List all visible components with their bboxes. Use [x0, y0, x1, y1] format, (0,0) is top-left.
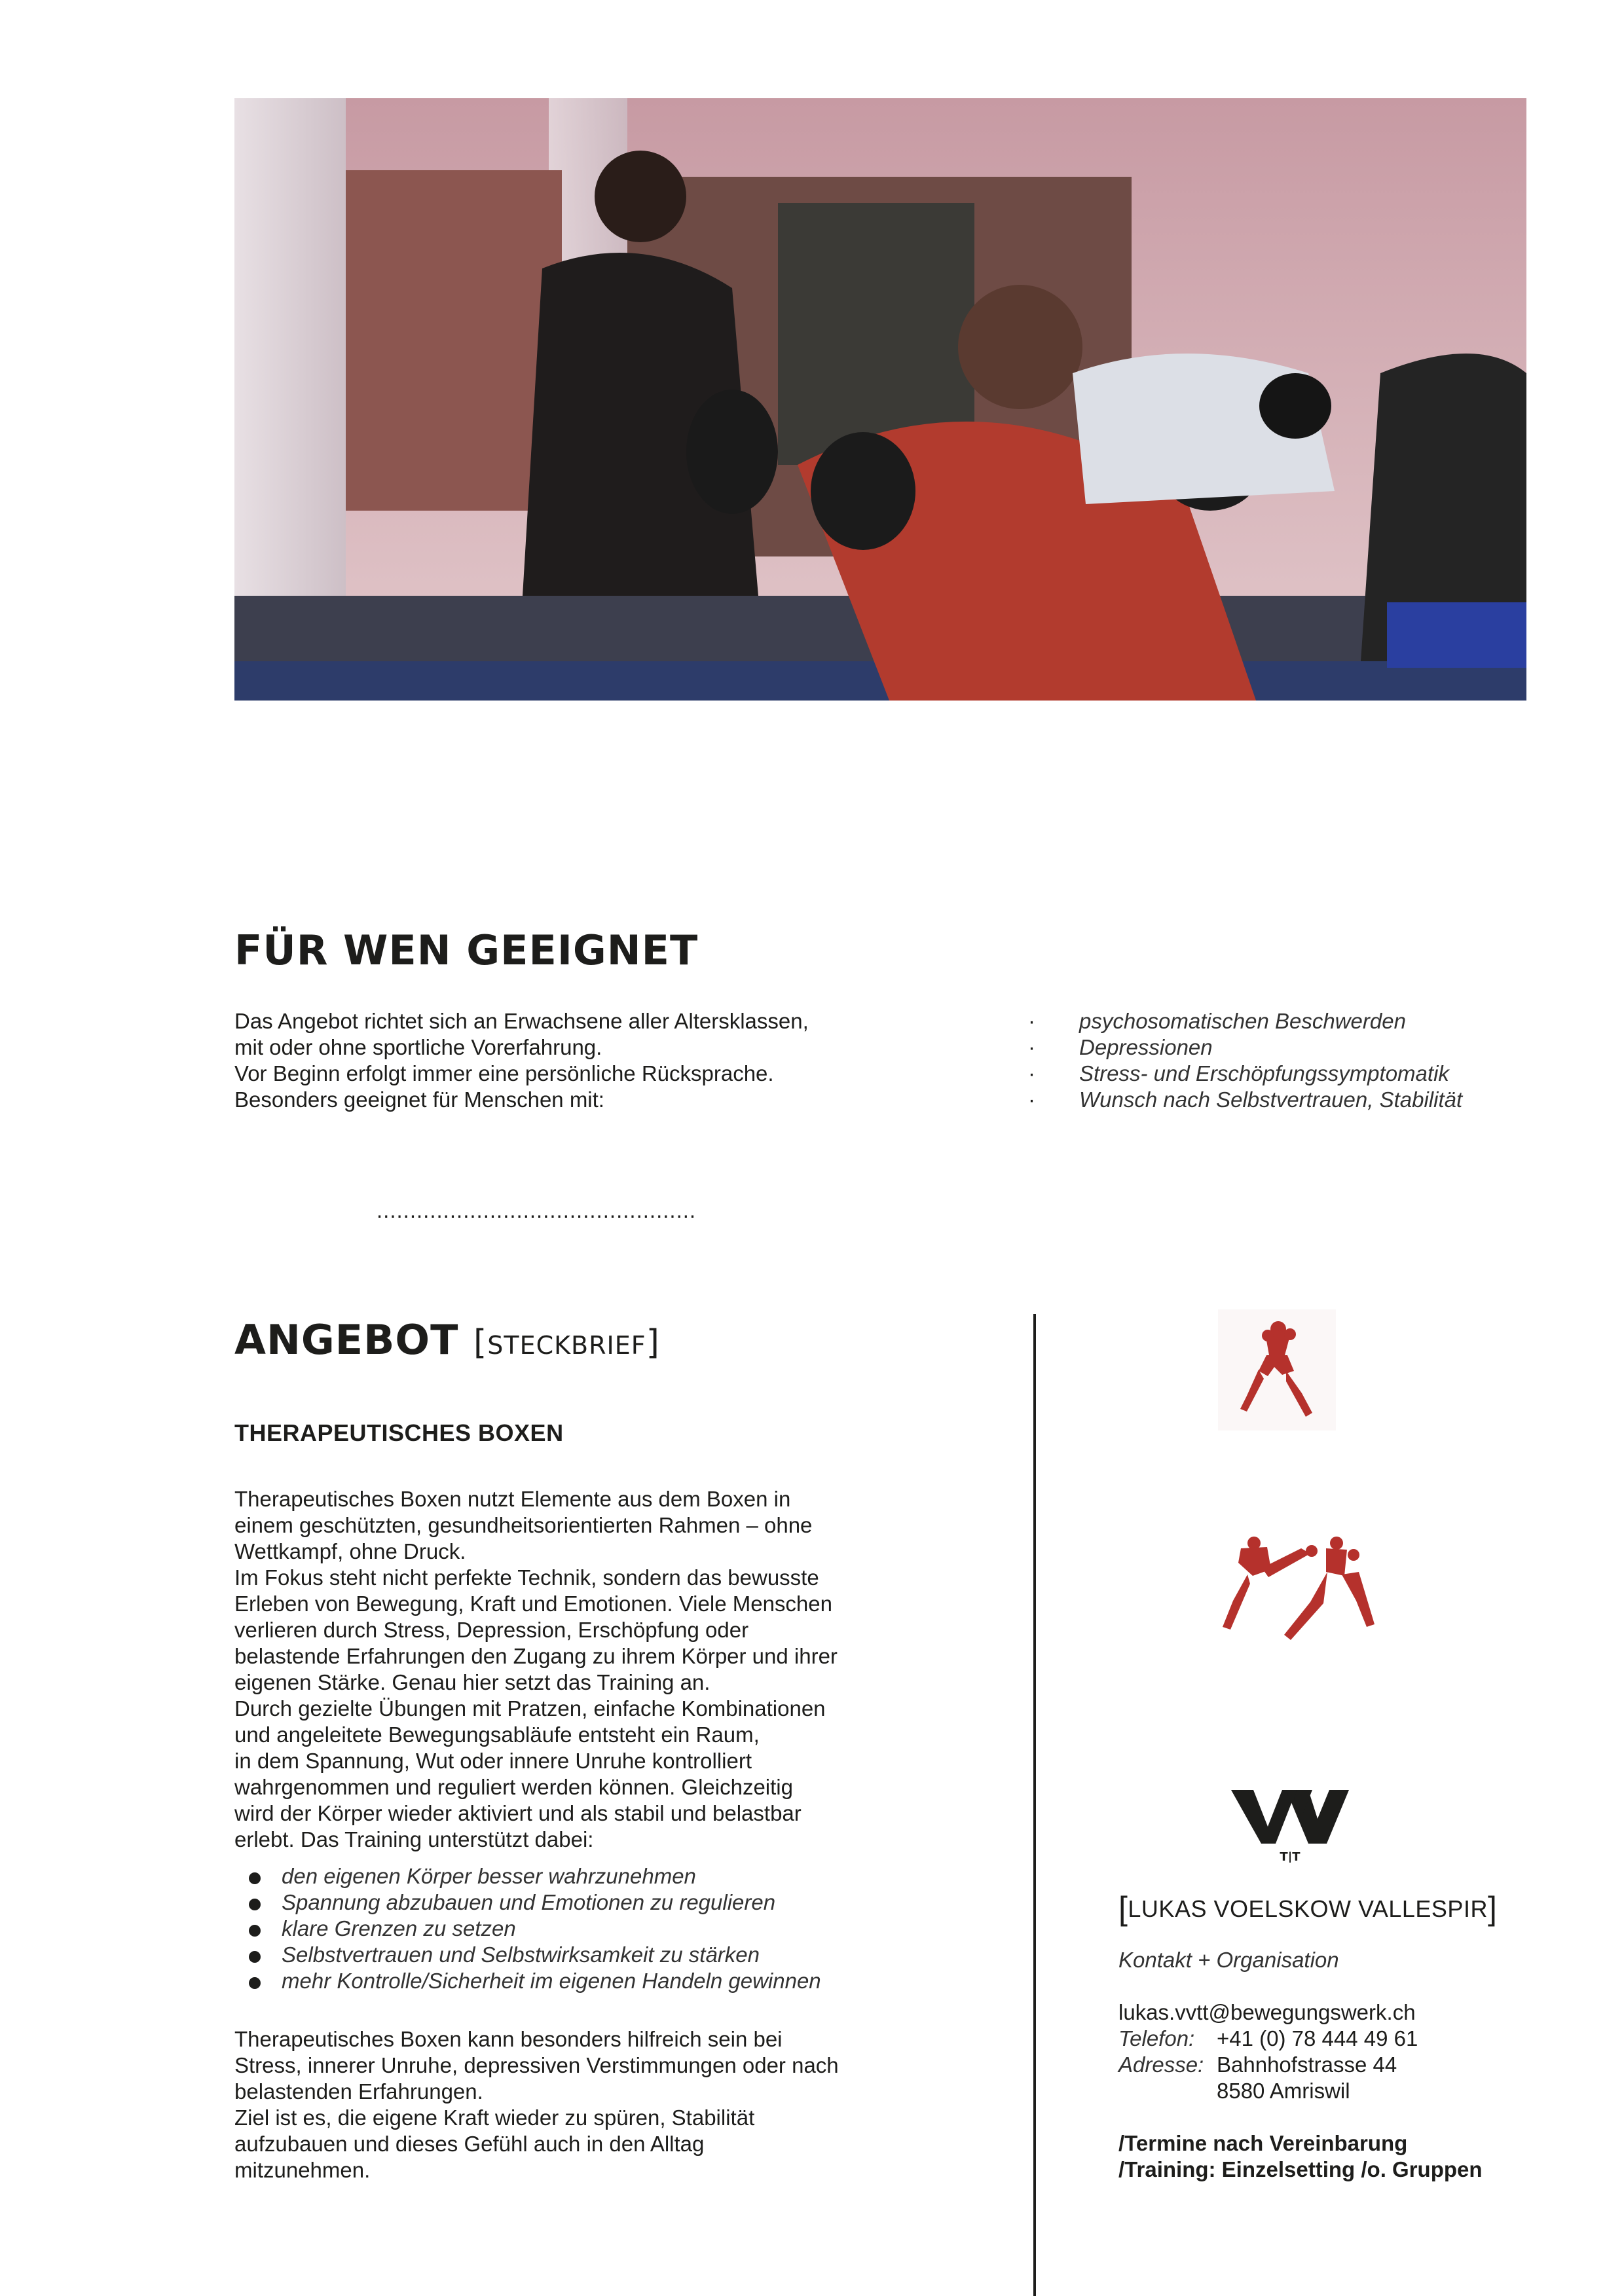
kickboxers-icon	[1208, 1529, 1385, 1653]
body-line: wird der Körper wieder aktiviert und als stabil und belastbar	[234, 1801, 802, 1825]
body-line: belastende Erfahrungen den Zugang zu ihrem Körper und ihrer	[234, 1644, 838, 1668]
body-line: Therapeutisches Boxen nutzt Elemente aus dem Boxen in	[234, 1487, 791, 1511]
benefit-item: Spannung abzubauen und Emotionen zu regulieren	[249, 1889, 821, 1916]
email-link[interactable]: lukas.vvtt@bewegungswerk.ch	[1118, 2000, 1416, 2024]
body-line: wahrgenommen und reguliert werden können. Gleichzeitig	[234, 1775, 793, 1799]
bracket-open: [	[473, 1323, 488, 1362]
vv-logo-icon	[1231, 1787, 1349, 1863]
person-name	[1118, 1890, 1498, 1927]
phone-label: Telefon:	[1118, 2026, 1195, 2050]
closing-line: aufzubauen und dieses Gefühl auch in den Alltag	[234, 2132, 705, 2156]
address-label: Adresse:	[1118, 2052, 1204, 2077]
contact-block	[1118, 1890, 1498, 2183]
body-line: erlebt. Das Training unterstützt dabei:	[234, 1827, 594, 1851]
closing-line: Stress, innerer Unruhe, depressiven Verstimmungen oder nach	[234, 2053, 839, 2077]
angebot-title: ANGEBOT	[234, 1316, 459, 1364]
contact-heading: Kontakt + Organisation	[1118, 1948, 1339, 1972]
closing-paragraph	[234, 2026, 1007, 2183]
dotted-divider: ................................................	[377, 1198, 697, 1222]
person-name-text: LUKAS VOELSKOW VALLESPIR	[1128, 1895, 1488, 1922]
bracket-close: ]	[1487, 1890, 1498, 1927]
body-line: Wettkampf, ohne Druck.	[234, 1539, 466, 1563]
indication-item: · Depressionen	[1028, 1034, 1462, 1061]
training-benefits-list	[249, 1863, 821, 1994]
closing-line: Ziel ist es, die eigene Kraft wieder zu spüren, Stabilität	[234, 2105, 755, 2130]
body-line: Durch gezielte Übungen mit Pratzen, einfache Kombinationen	[234, 1696, 826, 1721]
subtitle-therapeutisches-boxen: THERAPEUTISCHES BOXEN	[234, 1419, 564, 1446]
phone-number[interactable]: +41 (0) 78 444 49 61	[1217, 2026, 1418, 2050]
body-line: verlieren durch Stress, Depression, Erschöpfung oder	[234, 1618, 749, 1642]
section-title-fuer-wen: FÜR WEN GEEIGNET	[234, 926, 699, 974]
body-line: Erleben von Bewegung, Kraft und Emotionen. Viele Menschen	[234, 1592, 832, 1616]
bracket-open: [	[1118, 1890, 1128, 1927]
benefit-item: den eigenen Körper besser wahrzunehmen	[249, 1863, 821, 1889]
description-body	[234, 1486, 1007, 1853]
closing-line: Therapeutisches Boxen kann besonders hilfreich sein bei	[234, 2027, 783, 2051]
benefit-item: Selbstvertrauen und Selbstwirksamkeit zu stärken	[249, 1942, 821, 1968]
intro-line: Das Angebot richtet sich an Erwachsene aller Altersklassen,	[234, 1009, 809, 1033]
indication-item: · Wunsch nach Selbstvertrauen, Stabilität	[1028, 1087, 1462, 1113]
closing-line: mitzunehmen.	[234, 2158, 371, 2182]
address-row	[1118, 2052, 1497, 2078]
column-divider	[1033, 1314, 1036, 2296]
address-street: Bahnhofstrasse 44	[1217, 2052, 1397, 2077]
closing-line: belastenden Erfahrungen.	[234, 2079, 483, 2104]
phone-row	[1118, 2026, 1497, 2052]
body-line: und angeleitete Bewegungsabläufe entsteht ein Raum,	[234, 1722, 760, 1747]
header-photo-boxing-class	[234, 98, 1526, 701]
intro-line: Besonders geeignet für Menschen mit:	[234, 1087, 604, 1112]
target-group-intro	[234, 1008, 955, 1113]
bracket-close: ]	[646, 1323, 660, 1362]
address-row-2	[1118, 2078, 1497, 2104]
section-title-angebot	[234, 1316, 660, 1364]
steckbrief-label: STECKBRIEF	[487, 1331, 646, 1360]
body-line: eigenen Stärke. Genau hier setzt das Training an.	[234, 1670, 710, 1694]
benefit-item: klare Grenzen zu setzen	[249, 1916, 821, 1942]
body-line: in dem Spannung, Wut oder innere Unruhe kontrolliert	[234, 1749, 752, 1773]
indication-item: · Stress- und Erschöpfungssymptomatik	[1028, 1061, 1462, 1087]
body-line: einem geschützten, gesundheitsorientierten Rahmen – ohne	[234, 1513, 813, 1537]
address-city: 8580 Amriswil	[1217, 2079, 1350, 2103]
logo-subtext: T|T	[1280, 1850, 1301, 1863]
intro-line: mit oder ohne sportliche Vorerfahrung.	[234, 1035, 602, 1059]
boxer-guard-icon	[1218, 1309, 1336, 1430]
indication-item: · psychosomatischen Beschwerden	[1028, 1008, 1462, 1034]
body-line: Im Fokus steht nicht perfekte Technik, sondern das bewusste	[234, 1565, 819, 1590]
appointment-note: /Termine nach Vereinbarung	[1118, 2131, 1408, 2155]
indication-list	[1028, 1008, 1462, 1113]
benefit-item: mehr Kontrolle/Sicherheit im eigenen Handeln gewinnen	[249, 1968, 821, 1994]
intro-line: Vor Beginn erfolgt immer eine persönliche Rücksprache.	[234, 1061, 774, 1085]
training-setting-note: /Training: Einzelsetting /o. Gruppen	[1118, 2157, 1483, 2181]
